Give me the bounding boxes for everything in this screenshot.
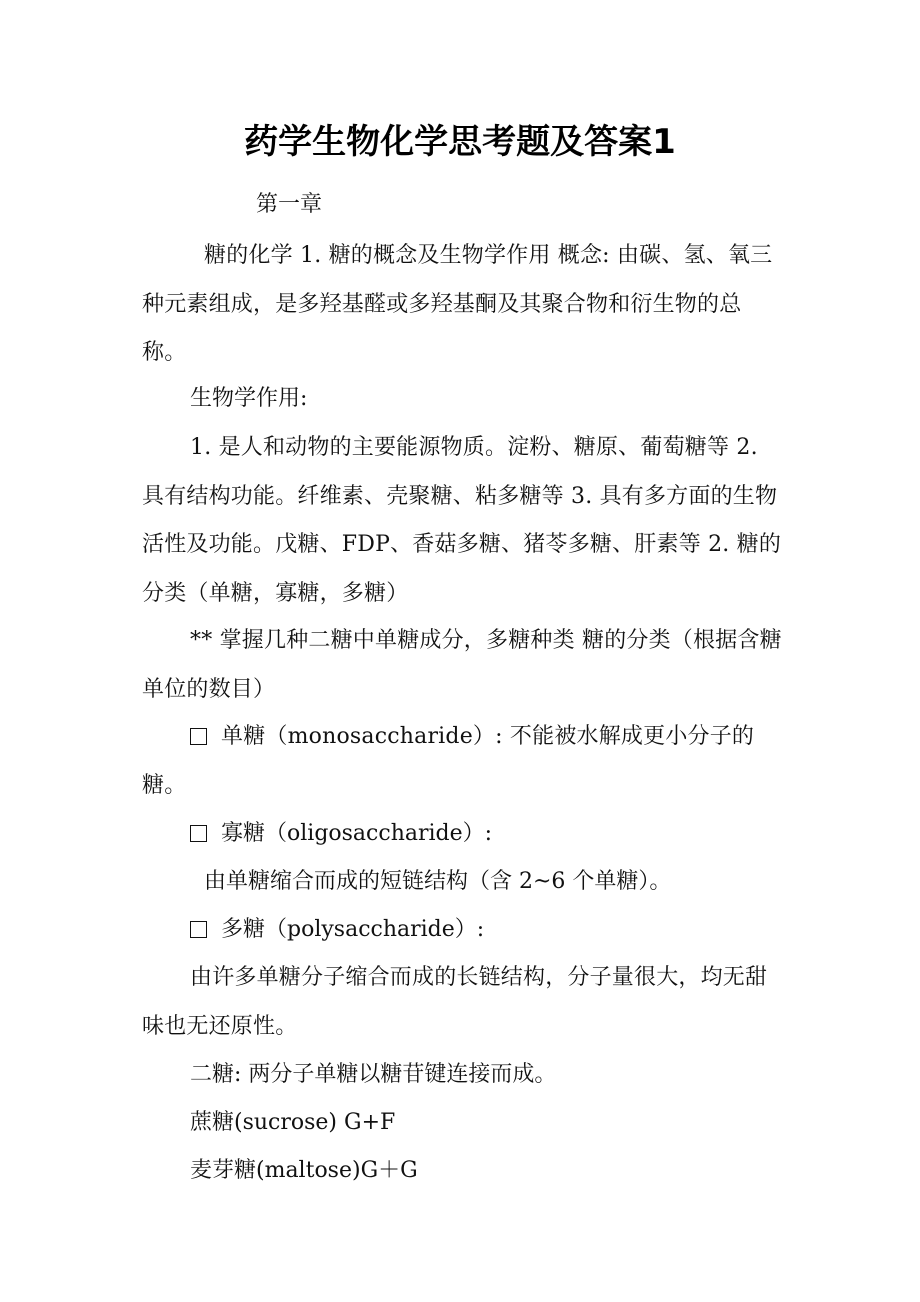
paragraph-polysaccharide-desc: 由许多单糖分子缩合而成的长链结构，分子量很大，均无甜味也无还原性。 (142, 965, 768, 1039)
checkbox-icon (190, 921, 207, 938)
chapter-heading: 第一章 (256, 192, 323, 217)
checkbox-icon (190, 728, 207, 745)
paragraph-sucrose: 蔗糖(sucrose) G+F (190, 1110, 396, 1135)
paragraph-polysaccharide (190, 906, 484, 954)
oligosaccharide-text: 寡糖（oligosaccharide）: (221, 821, 493, 846)
paragraph-disaccharide: 二糖: 两分子单糖以糖苷键连接而成。 (190, 1062, 557, 1087)
polysaccharide-text: 多糖（polysaccharide）: (221, 917, 485, 942)
paragraph-oligosaccharide (190, 810, 492, 858)
paragraph-monosaccharide (142, 713, 784, 810)
monosaccharide-text: 单糖（monosaccharide）: 不能被水解成更小分子的糖。 (142, 724, 755, 798)
paragraph-bio-role-heading: 生物学作用: (190, 386, 308, 411)
paragraph-bio-roles: 1. 是人和动物的主要能源物质。淀粉、糖原、葡萄糖等 2. 具有结构功能。纤维素、壳聚糖、粘多糖等 3. 具有多方面的生物活性及功能。戊糖、FDP、香菇多糖、猪苓多糖、肝素等 2. 糖的分类（单糖，寡糖，多糖） (142, 435, 782, 606)
paragraph-oligosaccharide-desc: 由单糖缩合而成的短链结构（含 2~6 个单糖）。 (204, 869, 672, 894)
paragraph-concept: 糖的化学 1. 糖的概念及生物学作用 概念: 由碳、氢、氧三种元素组成，是多羟基醛或多羟基酮及其聚合物和衍生物的总称。 (142, 243, 773, 365)
document-title: 药学生物化学思考题及答案1 (244, 122, 676, 162)
checkbox-icon (190, 825, 207, 842)
paragraph-classification-note: ** 掌握几种二糖中单糖成分，多糖种类 糖的分类（根据含糖单位的数目） (142, 628, 782, 702)
paragraph-maltose: 麦芽糖(maltose)G＋G (190, 1158, 418, 1183)
